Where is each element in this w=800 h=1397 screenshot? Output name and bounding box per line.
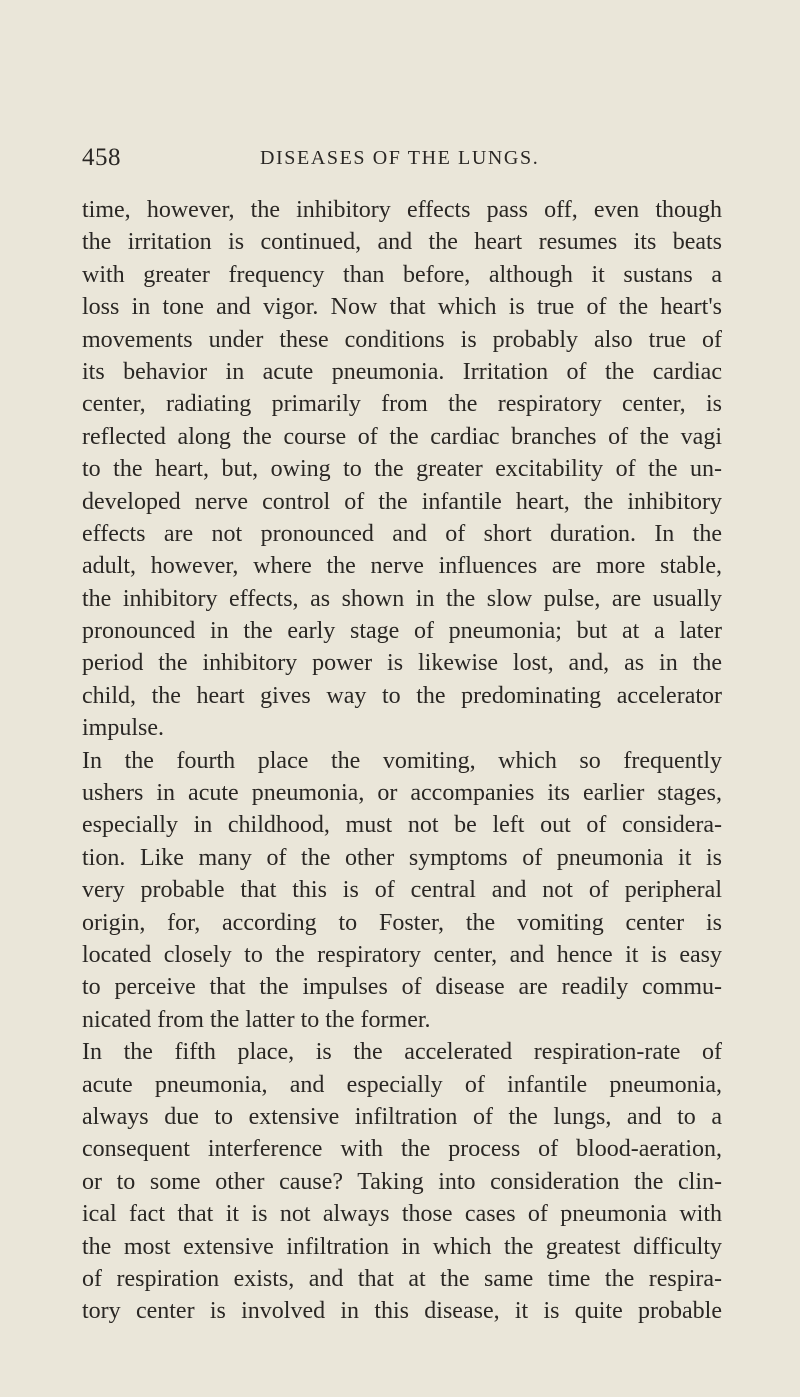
body-text xyxy=(82,194,722,1328)
text-line: effects are not pronounced and of short duration. In the xyxy=(82,520,722,547)
text-line: movements under these conditions is probably also true of xyxy=(82,326,722,353)
text-line: acute pneumonia, and especially of infantile pneumonia, xyxy=(82,1071,722,1098)
text-line: ushers in acute pneumonia, or accompanies its earlier stages, xyxy=(82,780,722,807)
text-line: child, the heart gives way to the predominating accelerator xyxy=(82,682,722,709)
text-line: ical fact that it is not always those cases of pneumonia with xyxy=(82,1201,722,1228)
text-line: with greater frequency than before, although it sustans a xyxy=(82,261,722,288)
text-line: to perceive that the impulses of disease are readily commu- xyxy=(82,974,722,1001)
page-number: 458 xyxy=(82,144,121,171)
text-line: always due to extensive infiltration of the lungs, and to a xyxy=(82,1103,722,1130)
text-line: very probable that this is of central and not of peripheral xyxy=(82,877,722,904)
text-line: nicated from the latter to the former. xyxy=(82,1006,431,1033)
text-line: of respiration exists, and that at the same time the respira- xyxy=(82,1265,722,1292)
text-line: In the fifth place, is the accelerated respiration-rate of xyxy=(82,1039,722,1066)
text-line: or to some other cause? Taking into consideration the clin- xyxy=(82,1168,722,1195)
text-line: time, however, the inhibitory effects pass off, even though xyxy=(82,197,722,223)
text-line: located closely to the respiratory center, and hence it is easy xyxy=(82,941,722,968)
text-line: its behavior in acute pneumonia. Irritation of the cardiac xyxy=(82,358,722,385)
text-line: In the fourth place the vomiting, which so frequently xyxy=(82,747,722,774)
text-line: pronounced in the early stage of pneumonia; but at a later xyxy=(82,618,722,645)
text-line: tion. Like many of the other symptoms of pneumonia it is xyxy=(82,844,722,871)
text-line: tory center is involved in this disease, it is quite probable xyxy=(82,1298,722,1325)
text-line: the most extensive infiltration in which the greatest difficulty xyxy=(82,1233,722,1260)
text-line: adult, however, where the nerve influences are more stable, xyxy=(82,553,722,580)
text-line: loss in tone and vigor. Now that which is true of the heart's xyxy=(82,294,722,321)
text-line: impulse. xyxy=(82,715,164,742)
text-line: reflected along the course of the cardiac branches of the vagi xyxy=(82,423,722,450)
text-line: developed nerve control of the infantile heart, the inhibitory xyxy=(82,488,722,515)
running-head xyxy=(82,144,722,174)
text-line: center, radiating primarily from the respiratory center, is xyxy=(82,391,722,418)
running-head-title: DISEASES OF THE LUNGS. xyxy=(260,147,540,169)
text-line: the irritation is continued, and the heart resumes its beats xyxy=(82,229,722,256)
text-line: to the heart, but, owing to the greater excitability of the un- xyxy=(82,456,722,483)
text-line: period the inhibitory power is likewise lost, and, as in the xyxy=(82,650,722,677)
text-line: especially in childhood, must not be left out of considera- xyxy=(82,812,722,839)
text-line: the inhibitory effects, as shown in the slow pulse, are usually xyxy=(82,585,722,612)
text-line: consequent interference with the process of blood-aeration, xyxy=(82,1136,722,1163)
text-line: origin, for, according to Foster, the vomiting center is xyxy=(82,909,722,936)
